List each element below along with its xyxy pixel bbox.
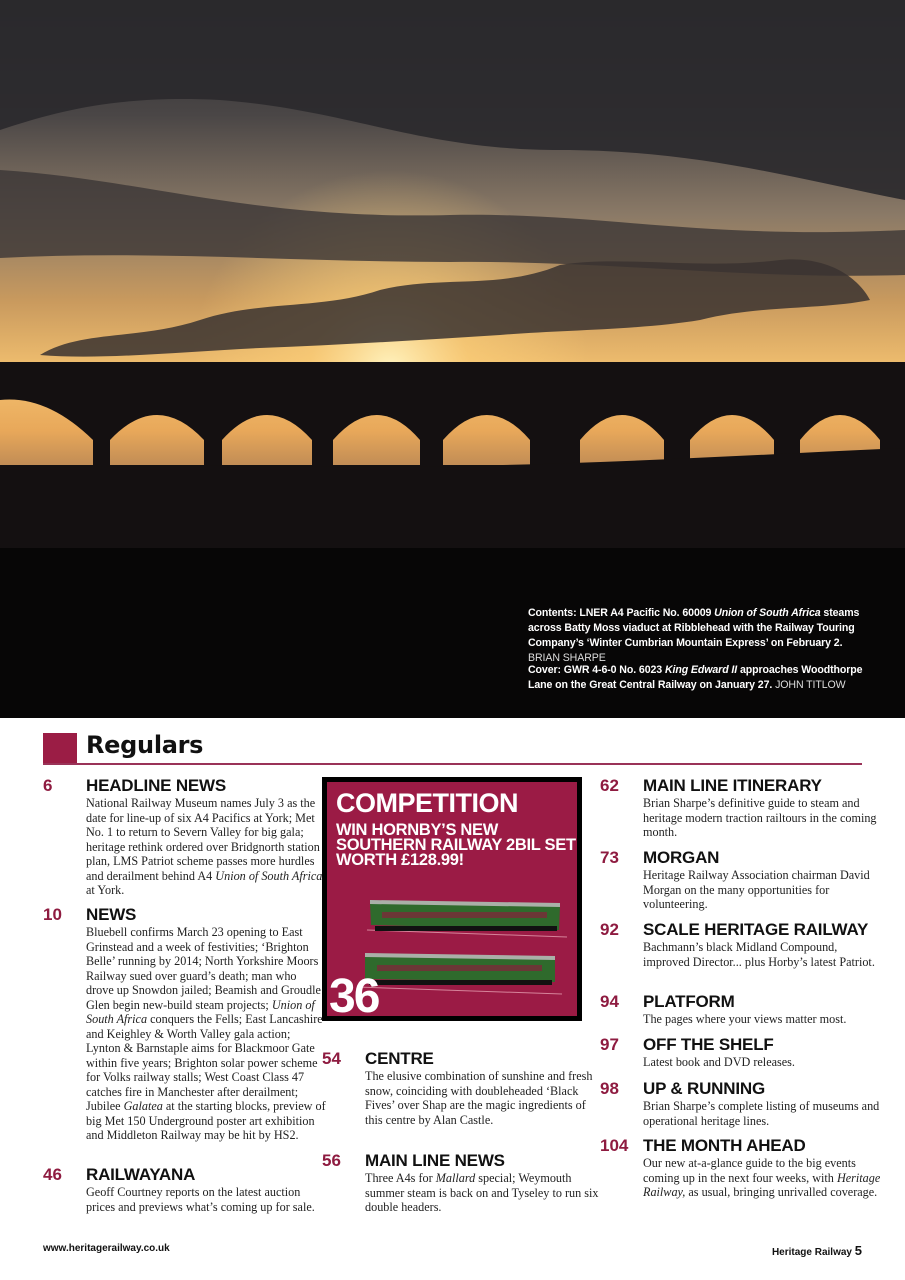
- entry-title: OFF THE SHELF: [643, 1035, 774, 1054]
- text-run: Geoff Courtney reports on the latest auction prices and previews what’s coming up for sale.: [86, 1185, 315, 1214]
- text-run: The elusive combination of sunshine and fresh snow, coinciding with doubleheaded ‘Black Fives’ over Shap are the magic ingredients of this centre by Alan Castle.: [365, 1069, 593, 1127]
- page-number: 98: [600, 1079, 619, 1098]
- contents-entry-up-running[interactable]: [600, 1079, 883, 1128]
- entry-title: MORGAN: [643, 848, 720, 867]
- contents-entry-main-line-news[interactable]: [322, 1151, 605, 1215]
- text-run: Brian Sharpe’s definitive guide to steam and heritage modern traction railtours in the coming month.: [643, 796, 877, 839]
- page-number: 54: [322, 1049, 341, 1068]
- text-run: Bluebell confirms March 23 opening to East Grinstead and a week of festivities; ‘Brighton Belle’ running by 2014; North Yorkshire Moors Railway sued over guard’s death; man who drove up Snowdon jailed; Beamish and Groudle Glen begin new-build steam projects;: [86, 925, 321, 1012]
- contents-photo-caption: [528, 606, 873, 666]
- text-run: National Railway Museum names July 3 as the date for line-up of six A4 Pacifics at York; Met No. 1 to return to Severn Valley for big gala; heritage rethink ordered over Bridgnorth station plan, LMS Patriot scheme passes more hurdles and derailment behind A4: [86, 796, 320, 883]
- contents-entry-headline-news[interactable]: [43, 776, 326, 898]
- section-title: Regulars: [86, 731, 204, 759]
- text-run: Brian Sharpe’s complete listing of museums and operational heritage lines.: [643, 1099, 880, 1128]
- text-run: steams across Batty Moss viaduct at Ribblehead with the Railway Touring Company’s ‘Winter Cumbrian Mountain Express’ on February 2.: [528, 607, 860, 649]
- page-number: 10: [43, 905, 62, 924]
- entry-description: [86, 1185, 326, 1214]
- text-run: as usual, bringing unrivalled coverage.: [685, 1185, 878, 1199]
- entry-description: [643, 868, 883, 912]
- text-run: Heritage Railway Association chairman David Morgan on the many opportunities for volunteering.: [643, 868, 870, 911]
- italic-text: Galatea: [123, 1099, 163, 1113]
- entry-description: [86, 925, 326, 1143]
- page-number: 92: [600, 920, 619, 939]
- entry-title: THE MONTH AHEAD: [643, 1136, 806, 1155]
- italic-text: Mallard: [435, 1171, 476, 1185]
- text-run: special; Weymouth summer steam is back on and Tyseley to run six double headers.: [365, 1171, 599, 1214]
- entry-description: [643, 1012, 883, 1027]
- section-header-regulars: [43, 733, 862, 765]
- text-run: Three A4s for: [365, 1171, 436, 1185]
- text-run: at York.: [86, 883, 125, 897]
- entry-description: [643, 1156, 883, 1200]
- entry-description: [365, 1069, 605, 1127]
- entry-description: [643, 1099, 883, 1128]
- cover-photo-caption: [528, 663, 873, 693]
- entry-description: [643, 1055, 883, 1070]
- photo-credit: BRIAN SHARPE: [528, 652, 606, 664]
- entry-title: HEADLINE NEWS: [86, 776, 227, 795]
- competition-subheading: WIN HORNBY’S NEW SOUTHERN RAILWAY 2BIL SET WORTH £128.99!: [336, 821, 576, 869]
- page-number: 104: [600, 1136, 629, 1155]
- competition-promo[interactable]: [322, 777, 582, 1021]
- italic-text: Union of South Africa: [714, 607, 821, 619]
- entry-title: MAIN LINE NEWS: [365, 1151, 505, 1170]
- text-run: Bachmann’s black Midland Compound, improved Director... plus Horby’s latest Patriot.: [643, 940, 875, 969]
- footer-website[interactable]: www.heritagerailway.co.uk: [43, 1243, 170, 1254]
- contents-entry-news[interactable]: [43, 905, 326, 1143]
- entry-title: UP & RUNNING: [643, 1079, 765, 1098]
- page-number: 56: [322, 1151, 341, 1170]
- footer-folio: [772, 1243, 862, 1258]
- footer-page-number: 5: [854, 1243, 862, 1258]
- italic-text: King Edward II: [664, 664, 738, 676]
- contents-entry-centre[interactable]: [322, 1049, 605, 1127]
- page-number: 46: [43, 1165, 62, 1184]
- page-number: 62: [600, 776, 619, 795]
- contents-entry-main-line-itinerary[interactable]: [600, 776, 883, 840]
- text-run: Contents: LNER A4 Pacific No. 60009: [528, 607, 715, 619]
- entry-title: PLATFORM: [643, 992, 735, 1011]
- page-number: 94: [600, 992, 619, 1011]
- contents-entry-off-the-shelf[interactable]: [600, 1035, 883, 1070]
- page-number: 97: [600, 1035, 619, 1054]
- contents-entry-morgan[interactable]: [600, 848, 883, 912]
- entry-title: RAILWAYANA: [86, 1165, 196, 1184]
- page-number: 73: [600, 848, 619, 867]
- entry-title: NEWS: [86, 905, 137, 924]
- contents-entry-scale-heritage-railway[interactable]: [600, 920, 883, 969]
- entry-description: [643, 940, 883, 969]
- page-number: 6: [43, 776, 53, 795]
- text-run: Our new at-a-glance guide to the big events coming up in the next four weeks, with: [643, 1156, 856, 1185]
- competition-page-number: 36: [329, 970, 379, 1021]
- text-run: The pages where your views matter most.: [643, 1012, 847, 1026]
- entry-title: CENTRE: [365, 1049, 434, 1068]
- competition-heading: COMPETITION: [336, 788, 518, 818]
- text-run: conquers the Fells; East Lancashire and Keighley & Worth Valley gala action; Lynton & Barnstaple aims for Blackmoor Gate within five years; Brighton solar power scheme for Volks railway stalls; West Coast Class 47 catches fire in Manchester after derailment; Jubilee: [86, 1012, 323, 1113]
- footer-magazine-name: Heritage Railway: [771, 1247, 852, 1258]
- italic-text: Union of South Africa: [86, 997, 315, 1026]
- text-run: Cover: GWR 4-6-0 No. 6023: [528, 664, 665, 676]
- section-marker: [43, 733, 77, 763]
- italic-text: Heritage Railway,: [643, 1170, 881, 1199]
- contents-entry-the-month-ahead[interactable]: [600, 1136, 883, 1200]
- entry-description: [365, 1171, 605, 1215]
- entry-description: [643, 796, 883, 840]
- text-run: approaches Woodthorpe Lane on the Great Central Railway on January 27.: [528, 664, 863, 691]
- contents-entry-railwayana[interactable]: [43, 1165, 326, 1214]
- photo-credit: JOHN TITLOW: [775, 679, 846, 691]
- text-run: at the starting blocks, preview of big Met 150 Underground poster art exhibition and Middleton Railway may be hit by HS2.: [86, 1099, 326, 1142]
- contents-entry-platform[interactable]: [600, 992, 883, 1027]
- italic-text: Union of South Africa: [215, 868, 323, 883]
- entry-title: MAIN LINE ITINERARY: [643, 776, 822, 795]
- entry-description: [86, 796, 326, 898]
- entry-title: SCALE HERITAGE RAILWAY: [643, 920, 869, 939]
- text-run: Latest book and DVD releases.: [643, 1055, 795, 1069]
